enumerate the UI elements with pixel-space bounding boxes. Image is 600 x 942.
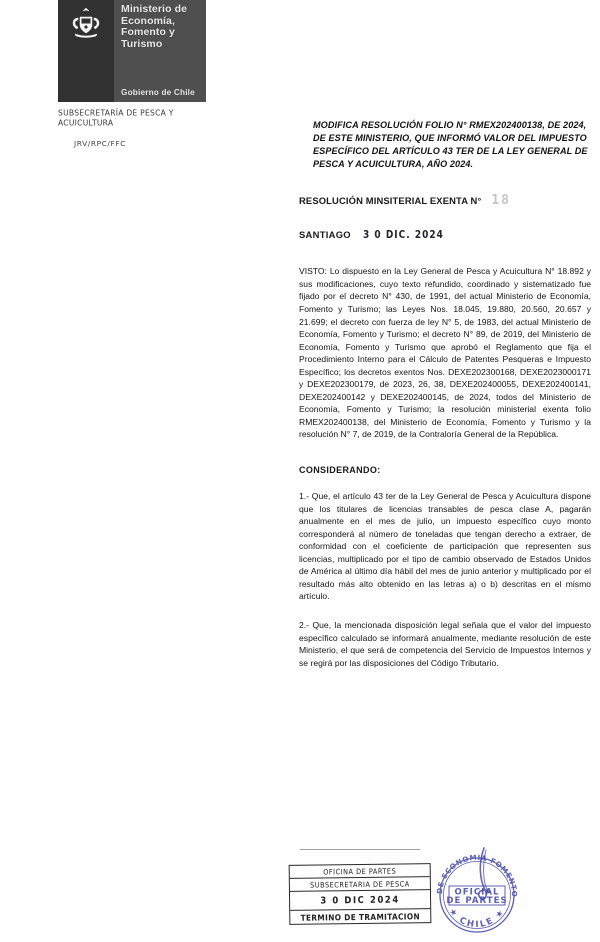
svg-text:★ CHILE ★: ★ CHILE ★ [446, 906, 508, 931]
considerando-heading: CONSIDERANDO: [299, 465, 381, 476]
svg-text:MINISTERIO DE ECONOMIA FOMENTO: MINISTERIO DE ECONOMIA FOMENTO Y TURISMO [428, 843, 520, 898]
ministry-logo [58, 0, 206, 102]
letterhead [58, 0, 206, 148]
office-stamp-line1: OFICINA DE PARTES [290, 864, 430, 879]
page-title: MODIFICA RESOLUCIÓN FOLIO N° RMEX202400138, DE 2024, DE ESTE MINISTERIO, QUE INFORMÓ VALOR DEL IMPUESTO ESPECÍFICO DEL ARTÍCULO 43 TER DE LA LEY GENERAL DE PESCA Y ACUICULTURA, AÑO 2024. [313, 120, 588, 170]
stamp-area [280, 843, 600, 942]
resolution-line [299, 193, 591, 208]
visto-paragraph: VISTO: Lo dispuesto en la Ley General de Pesca y Acuicultura N° 18.892 y sus modificaciones, cuyo texto refundido, coordinado y sistematizado fue fijado por el decreto N° 430, de 1991, del actual Ministerio de Economía, Fomento y Turismo; las Leyes Nos. 18.045, 19.880, 20.560, 20.657 y 21.699; el decreto con fuerza de ley N° 5, de 1983, del actual Ministerio de Economía, Fomento y Turismo; el decreto N° 89, de 2019, del Ministerio de Economía, Fomento y Turismo que aprobó el Reglamento que fija el Procedimiento Interno para el Cálculo de Patentes Pesqueras e Impuesto Específico; los decretos exentos Nos. DEXE202300168, DEXE2023000171 y DEXE202300179, de 2023, 26, 38, DEXE202400055, DEXE202400141, DEXE202400142 y DEXE202400145, de 2024, todos del Ministerio de Economía, Fomento y Turismo; la resolución ministerial exenta folio RMEX202400138, del Ministerio de Economía, Fomento y Turismo y la resolución N° 7, de 2019, de la Contraloría General de la República. [299, 266, 591, 440]
considerando-item-1: 1.- Que, el artículo 43 ter de la Ley General de Pesca y Acuicultura dispone que los titulares de licencias transables de pesca clase A, pagarán anualmente en el mes de julio, un impuesto específico cuyo monto corresponderá al número de toneladas que tengan derecho a extraer, de conformidad con el coeficiente de participación que representen sus licencias, multiplicado por el tipo de cambio observado de Estados Unidos de América al último día hábil del mes de junio anterior y multiplicado por el resultado más alto obtenido en las letras a) o b) descritas en el mismo artículo. [299, 491, 591, 602]
resolution-label: RESOLUCIÓN MINSITERIAL EXENTA N° [299, 195, 482, 207]
svg-text:DE PARTES: DE PARTES [446, 896, 508, 906]
logo-text-pane [114, 0, 206, 102]
office-reception-stamp [289, 863, 432, 925]
reference-code: JRV/RPC/FFC [74, 139, 126, 149]
ministry-name: Ministerio de Economía, Fomento y Turismo [121, 3, 188, 50]
crest-pane [58, 0, 114, 102]
circular-office-stamp [428, 843, 522, 940]
government-label: Gobierno de Chile [121, 88, 195, 97]
place-date-line [299, 229, 591, 241]
svg-text:OFICIAL: OFICIAL [454, 887, 500, 898]
chile-coat-of-arms-icon [66, 5, 106, 45]
document-body [299, 0, 591, 669]
date-stamp: 3 0 DIC. 2024 [362, 229, 444, 242]
resolution-number-stamp: 18 [491, 193, 511, 209]
office-stamp-line2: SUBSECRETARIA DE PESCA [290, 877, 430, 892]
considerando-item-2: 2.- Que, la mencionada disposición legal señala que el valor del impuesto específico calculado se informará anualmente, mediante resolución de este Ministerio, el que será de competencia del Servicio de Impuestos Internos y se regirá por las disposiciones del Código Tributario. [299, 619, 591, 668]
office-stamp-line4: TERMINO DE TRAMITACION [300, 910, 421, 923]
city-label: SANTIAGO [299, 229, 351, 241]
office-stamp-date: 3 0 DIC 2024 [290, 890, 430, 911]
subsecretaria-label: SUBSECRETARÍA DE PESCA Y ACUICULTURA [58, 108, 174, 128]
